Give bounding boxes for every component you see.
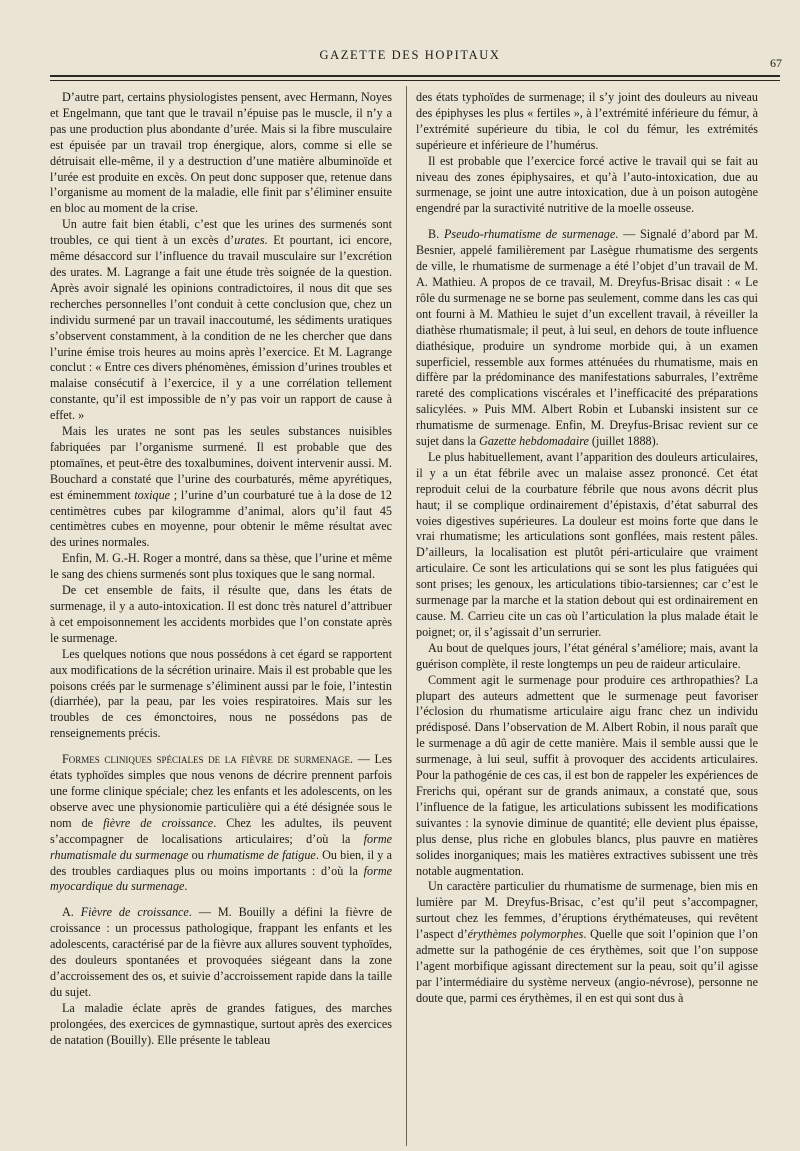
paragraph: B. Pseudo-rhumatisme de surmenage. — Signalé d’abord par M. Besnier, appelé familièrement par Lasègue rhumatisme des sergents de ville, le rhumatisme de surmenage a été l’objet d’un travail de M. A. Mathieu. A propos de ce travail, M. Dreyfus-Brisac disait : « Le rôle du surmenage ne se borne pas seulement, comme dans les cas qui ont fourni à M. Mathieu le sujet d’un excellent travail, à réveiller la diathèse rhumatismale; il peut, à lui seul, en dehors de toute influence diathésique, produire un syndrome morbide qui, à un examen superficiel, ressemble aux formes atténuées du rhumatisme, mais en diffère par la prédominance des manifestations saburrales, l’extrême rareté des complications viscérales et l’inefficacité des préparations salicylées. » Puis MM. Albert Robin et Lubanski insistent sur ce rhumatisme de surmenage. Enfin, M. Dreyfus-Brisac revient sur ce sujet dans la Gazette hebdomadaire (juillet 1888). [416, 227, 758, 449]
paragraph: Un autre fait bien établi, c’est que les urines des surmenés sont troubles, ce qui tient à un excès d’urates. Et pourtant, ici encore, même désaccord sur l’influence du travail musculaire sur l’excrétion des urates. M. Lagrange a fait une étude très soignée de la question. Après avoir signalé les opinions contradictoires, il nous dit que ses recherches personnelles l’ont conduit à cette conclusion que, chez un individu surmené par un travail inaccoutumé, les sédiments uratiques s’observent constamment, à la condition de ne les chercher que dans l’urine émise trois heures au moins après l’exercice. Et M. Lagrange conclut : « Entre ces divers phénomènes, émission d’urines troubles et malaise consécutif à l’exercice, il y a une corrélation tellement constante, qu’il est impossible de n’y pas voir un rapport de cause à effet. » [50, 217, 392, 423]
paragraph: Mais les urates ne sont pas les seules substances nuisibles fabriquées par l’organisme surmené. Il est probable que des ptomaïnes, et peut-être des toxalbumines, doivent intervenir aussi. M. Bouchard a constaté que l’urine des courbaturés, même apyrétiques, est éminemment toxique ; l’urine d’un courbaturé tue à la dose de 12 centimètres cubes par kilogramme d’animal, alors qu’il faut 45 centimètres cubes en moyenne, pour obtenir le même résultat avec des urines normales. [50, 424, 392, 550]
journal-title: GAZETTE DES HOPITAUX [319, 48, 501, 62]
page-number: 67 [770, 56, 782, 70]
page-header [30, 46, 790, 70]
paragraph: Enfin, M. G.-H. Roger a montré, dans sa thèse, que l’urine et même le sang des chiens surmenés sont plus toxiques que le sang normal. [50, 551, 392, 582]
left-column [50, 90, 392, 1048]
paragraph: Comment agit le surmenage pour produire ces arthropathies? La plupart des auteurs admettent que le surmenage peut favoriser l’éclosion du rhumatisme articulaire aigu franc chez un individu prédisposé. Dans l’observation de M. Albert Robin, il nous paraît que le surmenage a dû agir de cette manière. Mais il semble aussi que le surmenage, à lui seul, suffit à provoquer des accidents articulaires. Pour la pathogénie de ces cas, il est bon de rappeler les expériences de Frerichs qui, opérant sur de grands animaux, a constaté que, sous l’influence de la fatigue, les articulations subissent les modifications suivantes : la synovie diminue de quantité; elle devient plus épaisse, plus dense, plus riche en globules blancs, plus pauvre en matières solides inorganiques; mais les matières extractives subissent une très notable augmentation. [416, 672, 758, 878]
paragraph: La maladie éclate après de grandes fatigues, des marches prolongées, des exercices de gymnastique, surtout après des exercices de natation (Bouilly). Elle présente le tableau [50, 1000, 392, 1047]
right-column [416, 90, 758, 1007]
paragraph: A. Fièvre de croissance. — M. Bouilly a défini la fièvre de croissance : un processus pathologique, frappant les enfants et les adolescents, caractérisé par de la fièvre aux allures souvent typhoïdes, des douleurs spontanées et provoquées siégeant dans la zone d’accroissement des os, et suivie d’accroissement rapide dans la taille du sujet. [50, 905, 392, 999]
header-rule-thin [50, 80, 780, 81]
paragraph: Les quelques notions que nous possédons à cet égard se rapportent aux modifications de la sécrétion urinaire. Mais il est probable que les poisons créés par le surmenage s’éliminent aussi par le foie, l’intestin (diarrhée), par la peau, par les voies respiratoires. Mais sur les troubles de ces émonctoires, nous ne possédons pas de renseignements précis. [50, 646, 392, 741]
paragraph: De cet ensemble de faits, il résulte que, dans les états de surmenage, il y a auto-intoxication. Il est donc très naturel d’attribuer à cet empoisonnement les accidents morbides que l’on constate après le surmenage. [50, 583, 392, 645]
header-rule-thick [50, 75, 780, 77]
paragraph: des états typhoïdes de surmenage; il s’y joint des douleurs au niveau des épiphyses les plus « fertiles », à l’extrémité inférieure du fémur, à l’extrémité supérieure du tibia, le col du fémur, les extrémités supérieure et inférieure de l’humérus. [416, 90, 758, 152]
column-divider [406, 86, 407, 1146]
paragraph: Un caractère particulier du rhumatisme de surmenage, bien mis en lumière par M. Dreyfus-Brisac, c’est qu’il peut s’accompagner, surtout chez les femmes, d’éruptions érythémateuses, qui revêtent l’aspect d’érythèmes polymorphes. Quelle que soit l’opinion que l’on admette sur la pathogénie de ces érythèmes, soit que l’on suppose l’agent morbifique agissant directement sur la peau, soit qu’il agisse par l’intermédiaire du système nerveux (angio-névrose), personne ne doute que, parmi ces érythèmes, il en est qui sont dus à [416, 879, 759, 1005]
section-paragraph: Formes cliniques spéciales de la fièvre de surmenage. — Les états typhoïdes simples que nous venons de décrire prennent parfois une forme clinique spéciale; chez les enfants et les adolescents, on les observe avec une physionomie particulière qui a été désignée sous le nom de fièvre de croissance. Chez les adultes, ils peuvent s’accompagner de localisations articulaires; d’où la forme rhumatismale du surmenage ou rhumatisme de fatigue. Ou bien, il y a des troubles cardiaques plus ou moins importants : d’où la forme myocardique du surmenage. [50, 752, 392, 894]
paragraph: Au bout de quelques jours, l’état général s’améliore; mais, avant la guérison complète, il reste longtemps un peu de raideur articulaire. [416, 640, 758, 671]
section-heading: Formes cliniques spéciales de la fièvre de surmenage. [62, 752, 354, 767]
paragraph: Il est probable que l’exercice forcé active le travail qui se fait au niveau des zones épiphysaires, et qu’à l’auto-intoxication, due au surmenage, se joint une autre intoxication, due à un poison autogène engendré par la suractivité nutritive de la moelle osseuse. [416, 153, 758, 216]
paragraph: Le plus habituellement, avant l’apparition des douleurs articulaires, il y a un état fébrile avec un malaise assez prononcé. Cet état reproduit celui de la courbature fébrile que nous avons décrit plus haut; il se complique ordinairement d’épistaxis, d’état saburral des voies digestives supérieures. La douleur est moins forte que dans le vrai rhumatisme; les articulations sont gonflées, mais restent pâles. D’ailleurs, la localisation est plutôt péri-articulaire que vraiment articulaire. Ce sont les articulations qui se sont les plus fatiguées qui sont prises; les genoux, les articulations tibio-tarsiennes; car c’est le surmenage par la marche et la station debout qui est ordinairement en cause. M. Carrieu cite un cas où l’articulation la plus malade était le poignet; or, il s’agissait d’un serrurier. [416, 449, 758, 639]
paragraph: D’autre part, certains physiologistes pensent, avec Hermann, Noyes et Engelmann, que tant que le travail n’épuise pas le muscle, il n’y a pas une production plus abondante d’urée. Mais si la fibre musculaire est épuisée par un travail trop énergique, alors, comme si elle se détruisait elle-même, il y a destruction d’une matière albuminoïde et l’urée est produite en excès. On peut donc supposer que, retenue dans l’organisme au moment de la maladie, elle finit par s’éliminer ensuite en bloc au moment de la crise. [50, 90, 392, 216]
